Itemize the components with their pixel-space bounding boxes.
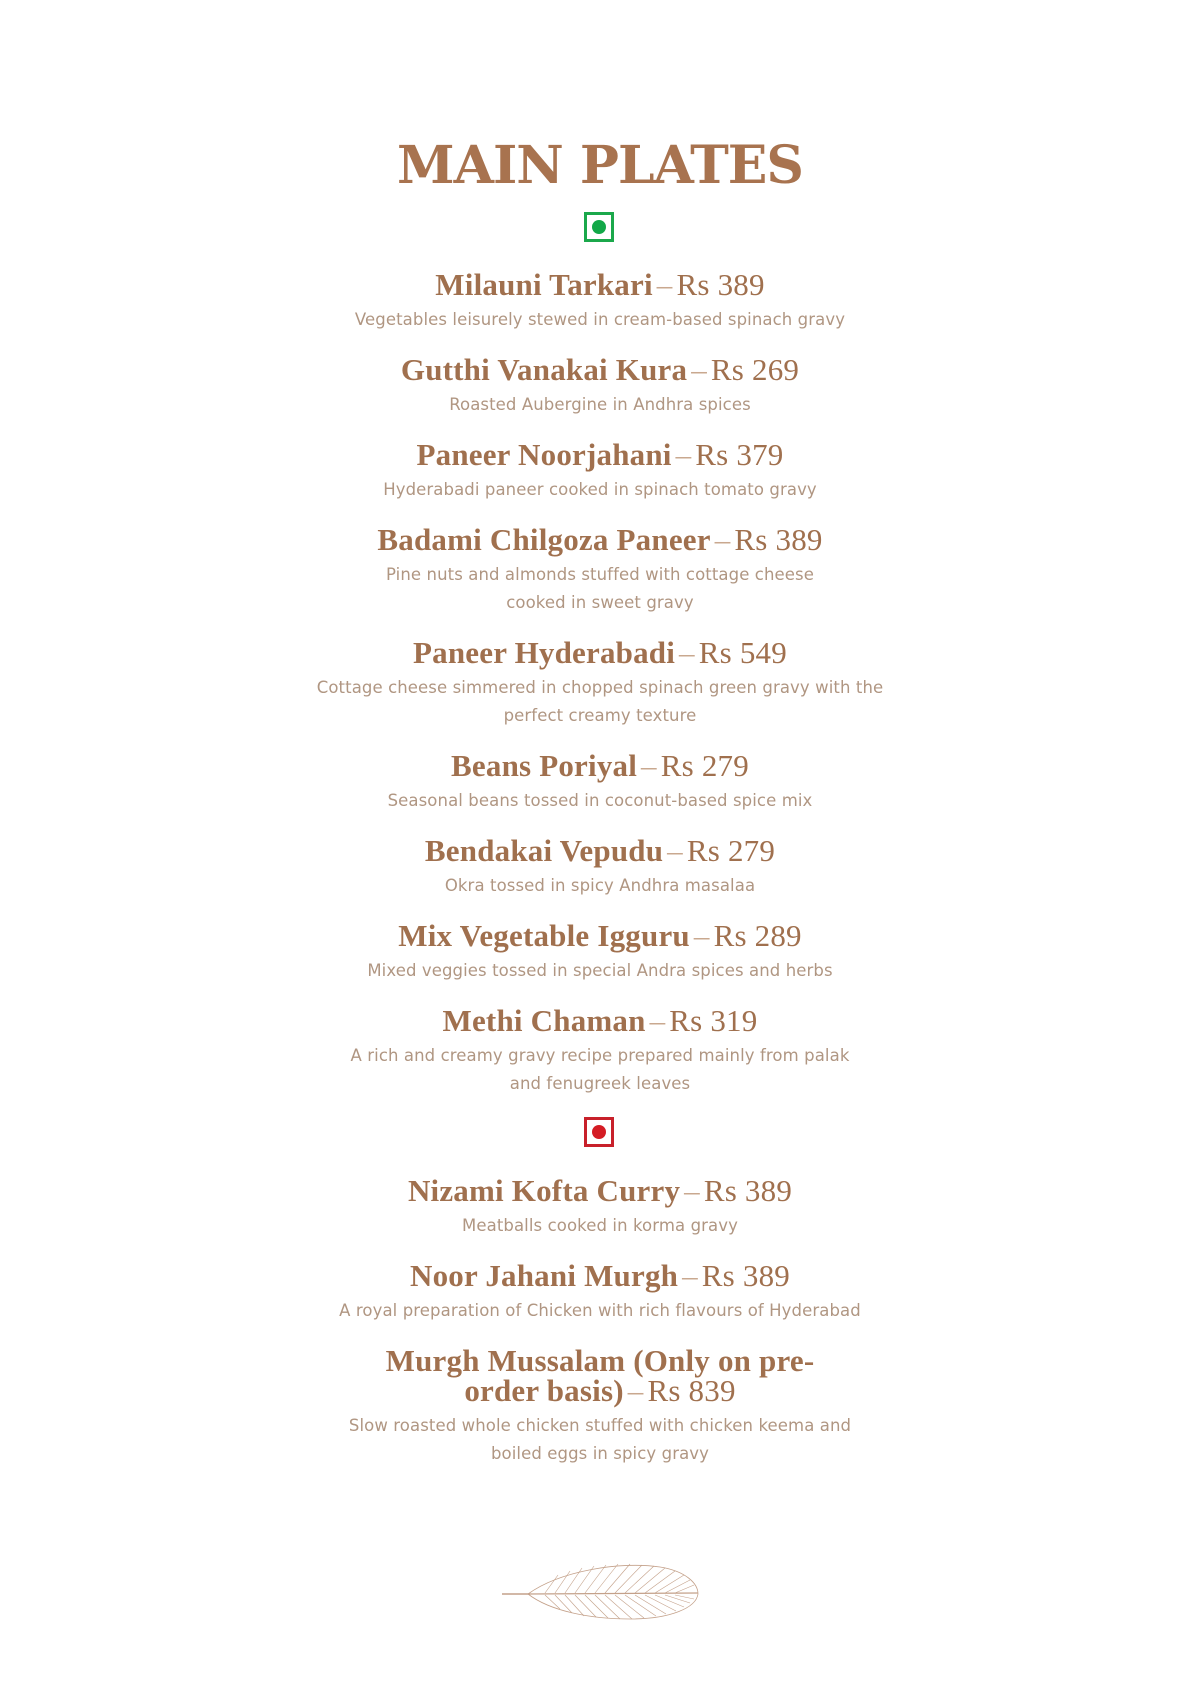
veg-indicator-icon <box>584 212 614 242</box>
item-title <box>0 833 1200 868</box>
feather-leaf-icon <box>500 1553 700 1623</box>
item-title <box>0 1258 1200 1293</box>
menu-item <box>0 748 1200 815</box>
item-title <box>385 1343 815 1408</box>
item-name: Badami Chilgoza Paneer <box>377 522 711 557</box>
separator: – <box>684 1173 700 1208</box>
item-price: Rs 279 <box>686 833 776 868</box>
item-price: Rs 269 <box>710 352 800 387</box>
item-title <box>0 635 1200 670</box>
item-name: Paneer Hyderabadi <box>413 635 676 670</box>
item-name: Noor Jahani Murgh <box>410 1258 679 1293</box>
menu-item <box>0 918 1200 985</box>
menu-item <box>0 437 1200 504</box>
item-title <box>0 522 1200 557</box>
item-price: Rs 289 <box>713 918 802 953</box>
separator: – <box>656 267 673 302</box>
item-description: Cottage cheese simmered in chopped spinach green gravy with the perfect creamy texture <box>316 678 884 725</box>
non-veg-indicator-icon <box>584 1117 614 1147</box>
non-veg-dot <box>592 1125 606 1139</box>
item-title <box>0 1003 1200 1038</box>
separator: – <box>627 1373 644 1408</box>
menu-item <box>0 1003 1200 1098</box>
item-name: Nizami Kofta Curry <box>407 1173 681 1208</box>
item-price: Rs 389 <box>703 1173 793 1208</box>
item-title <box>0 352 1200 387</box>
separator: – <box>693 918 710 953</box>
separator: – <box>682 1258 698 1293</box>
separator: – <box>691 352 707 387</box>
item-description: Seasonal beans tossed in coconut-based spice mix <box>387 791 813 810</box>
section-title: MAIN PLATES <box>397 135 803 196</box>
item-description: Roasted Aubergine in Andhra spices <box>449 395 751 414</box>
item-price: Rs 319 <box>669 1003 758 1038</box>
item-description: Pine nuts and almonds stuffed with cottage cheese cooked in sweet gravy <box>385 565 814 612</box>
item-description: Meatballs cooked in korma gravy <box>462 1216 738 1235</box>
item-price: Rs 839 <box>647 1373 736 1408</box>
separator: – <box>667 833 683 868</box>
menu-item <box>0 1173 1200 1240</box>
item-price: Rs 389 <box>701 1258 790 1293</box>
item-price: Rs 549 <box>698 635 787 670</box>
menu-item <box>0 1258 1200 1325</box>
menu-item <box>0 833 1200 900</box>
item-title <box>0 267 1200 302</box>
separator: – <box>714 522 731 557</box>
menu-item <box>0 522 1200 617</box>
item-name: Beans Poriyal <box>451 748 638 783</box>
item-name: Murgh Mussalam (Only on pre-order basis) <box>385 1343 815 1408</box>
item-price: Rs 279 <box>660 748 749 783</box>
item-title <box>0 918 1200 953</box>
separator: – <box>641 748 657 783</box>
menu-item <box>0 352 1200 419</box>
item-name: Methi Chaman <box>442 1003 646 1038</box>
item-description: Hyderabadi paneer cooked in spinach tomato gravy <box>383 480 817 499</box>
item-description: A royal preparation of Chicken with rich flavours of Hyderabad <box>339 1301 861 1320</box>
item-description: Vegetables leisurely stewed in cream-based spinach gravy <box>354 310 846 329</box>
menu-item <box>0 1343 1200 1468</box>
item-description: A rich and creamy gravy recipe prepared mainly from palak and fenugreek leaves <box>350 1046 850 1093</box>
item-name: Bendakai Vepudu <box>424 833 664 868</box>
menu-item <box>0 267 1200 334</box>
item-title <box>0 1173 1200 1208</box>
item-name: Mix Vegetable Igguru <box>398 918 690 953</box>
item-name: Gutthi Vanakai Kura <box>400 352 688 387</box>
item-description: Okra tossed in spicy Andhra masalaa <box>444 876 756 895</box>
separator: – <box>675 437 692 472</box>
item-description: Mixed veggies tossed in special Andra spices and herbs <box>367 961 833 980</box>
item-description: Slow roasted whole chicken stuffed with chicken keema and boiled eggs in spicy gravy <box>348 1416 852 1463</box>
item-price: Rs 389 <box>676 267 765 302</box>
item-name: Paneer Noorjahani <box>416 437 672 472</box>
item-name: Milauni Tarkari <box>435 267 653 302</box>
item-title <box>0 437 1200 472</box>
item-title <box>0 748 1200 783</box>
menu-item <box>0 635 1200 730</box>
separator: – <box>679 635 695 670</box>
veg-dot <box>592 220 606 234</box>
item-price: Rs 389 <box>734 522 823 557</box>
item-price: Rs 379 <box>695 437 784 472</box>
separator: – <box>649 1003 666 1038</box>
